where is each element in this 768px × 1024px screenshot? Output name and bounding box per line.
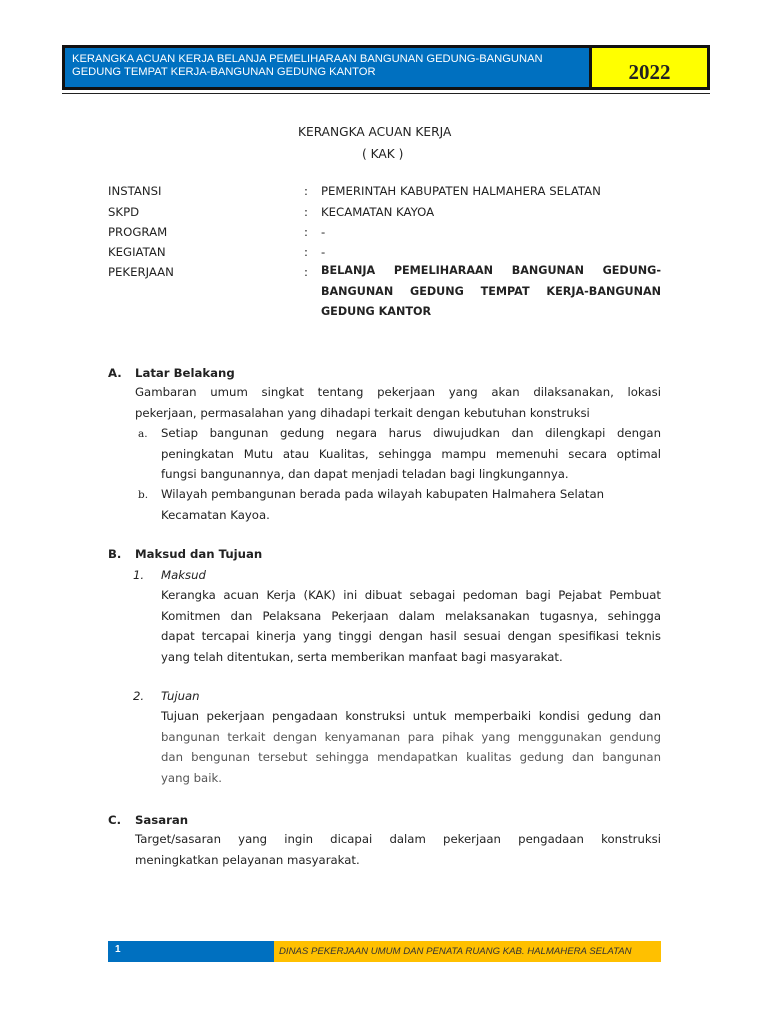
paragraph-line: Gambaran umum singkat tentang pekerjaan yang akan dilaksanakan, lokasi — [135, 385, 661, 399]
info-label: SKPD — [108, 205, 140, 219]
info-label: PROGRAM — [108, 225, 168, 239]
list-marker-b: b. — [138, 489, 149, 501]
paragraph-line: Kerangka acuan Kerja (KAK) ini dibuat sebagai pedoman bagi Pejabat Pembuat — [161, 588, 661, 602]
info-label: PEKERJAAN — [108, 265, 174, 279]
info-sep: : — [304, 184, 308, 198]
paragraph-line: Setiap bangunan gedung negara harus diwujudkan dan dilengkapi dengan — [161, 426, 661, 440]
section-a-letter: A. — [108, 366, 122, 380]
info-sep: : — [304, 245, 308, 259]
info-value: PEMERINTAH KABUPATEN HALMAHERA SELATAN — [321, 184, 601, 198]
info-label: INSTANSI — [108, 184, 162, 198]
section-b-letter: B. — [108, 547, 122, 561]
info-value: KECAMATAN KAYOA — [321, 205, 435, 219]
info-sep: : — [304, 205, 308, 219]
pekerjaan-line: BANGUNAN GEDUNG TEMPAT KERJA-BANGUNAN — [321, 284, 661, 298]
doc-title: KERANGKA ACUAN KERJA — [298, 125, 452, 139]
info-sep: : — [304, 225, 308, 239]
list-item-b — [161, 484, 661, 525]
pekerjaan-line: GEDUNG KANTOR — [321, 305, 432, 318]
paragraph-line: Target/sasaran yang ingin dicapai dalam pekerjaan pengadaan konstruksi — [135, 832, 661, 846]
header-title — [65, 48, 589, 87]
paragraph-line: dan bengunan tersebut sehingga mendapatkan kualitas gedung dan bangunan — [161, 750, 661, 764]
paragraph-line: peningkatan Mutu atau Kualitas, sehingga mampu memenuhi secara optimal — [161, 446, 661, 461]
header-title-line2: GEDUNG TEMPAT KERJA-BANGUNAN GEDUNG KANTOR — [72, 66, 376, 78]
pekerjaan-line: BELANJA PEMELIHARAAN BANGUNAN GEDUNG- — [321, 264, 661, 277]
info-value-pekerjaan — [321, 261, 661, 323]
header-title-line1: KERANGKA ACUAN KERJA BELANJA PEMELIHARAAN BANGUNAN GEDUNG-BANGUNAN — [72, 53, 543, 65]
paragraph-line: meningkatkan pelayanan masyarakat. — [135, 852, 360, 867]
info-value: - — [321, 225, 326, 239]
header-banner — [62, 45, 710, 90]
paragraph-line: Tujuan pekerjaan pengadaan konstruksi untuk memperbaiki kondisi gedung dan — [161, 709, 661, 723]
paragraph-line: yang telah ditentukan, serta memberikan manfaat bagi masyarakat. — [161, 649, 563, 664]
sub1-paragraph — [161, 585, 661, 667]
section-a-intro — [135, 382, 661, 423]
section-b-heading: Maksud dan Tujuan — [135, 547, 263, 561]
list-item-a — [161, 423, 661, 485]
footer-text: DINAS PEKERJAAN UMUM DAN PENATA RUANG KAB. HALMAHERA SELATAN — [274, 941, 661, 962]
section-c-letter: C. — [108, 813, 122, 827]
paragraph-line: Kecamatan Kayoa. — [161, 507, 270, 522]
paragraph-line: pekerjaan, permasalahan yang dihadapi terkait dengan kebutuhan konstruksi — [135, 405, 590, 420]
sub2-title: Tujuan — [161, 689, 200, 703]
list-marker-a: a. — [138, 428, 148, 440]
section-c-heading: Sasaran — [135, 813, 189, 827]
header-rule — [62, 93, 710, 94]
paragraph-line: Komitmen dan Pelaksana Pekerjaan dalam melaksanakan tugasnya, sehingga — [161, 608, 661, 623]
info-value: - — [321, 245, 326, 259]
sub1-title: Maksud — [161, 568, 206, 582]
page-number: 1 — [108, 941, 274, 962]
info-sep: : — [304, 265, 308, 279]
section-a-heading: Latar Belakang — [135, 366, 235, 380]
paragraph-line: dapat tercapai kinerja yang tinggi dengan hasil sesuai dengan spesifikasi teknis — [161, 629, 661, 643]
paragraph-line: fungsi bangunannya, dan dapat menjadi teladan bagi lingkungannya. — [161, 467, 569, 481]
section-c-paragraph — [135, 829, 661, 870]
paragraph-line: bangunan terkait dengan kenyamanan para pihak yang menggunakan gendung — [161, 729, 661, 744]
header-year: 2022 — [589, 48, 707, 87]
info-label: KEGIATAN — [108, 245, 166, 259]
paragraph-line: Wilayah pembangunan berada pada wilayah kabupaten Halmahera Selatan — [161, 487, 605, 501]
sub2-marker: 2. — [133, 689, 145, 703]
footer-bar — [108, 941, 661, 962]
doc-subtitle: ( KAK ) — [362, 147, 404, 161]
sub1-marker: 1. — [133, 568, 145, 582]
sub2-paragraph — [161, 706, 661, 788]
paragraph-line: yang baik. — [161, 770, 222, 785]
